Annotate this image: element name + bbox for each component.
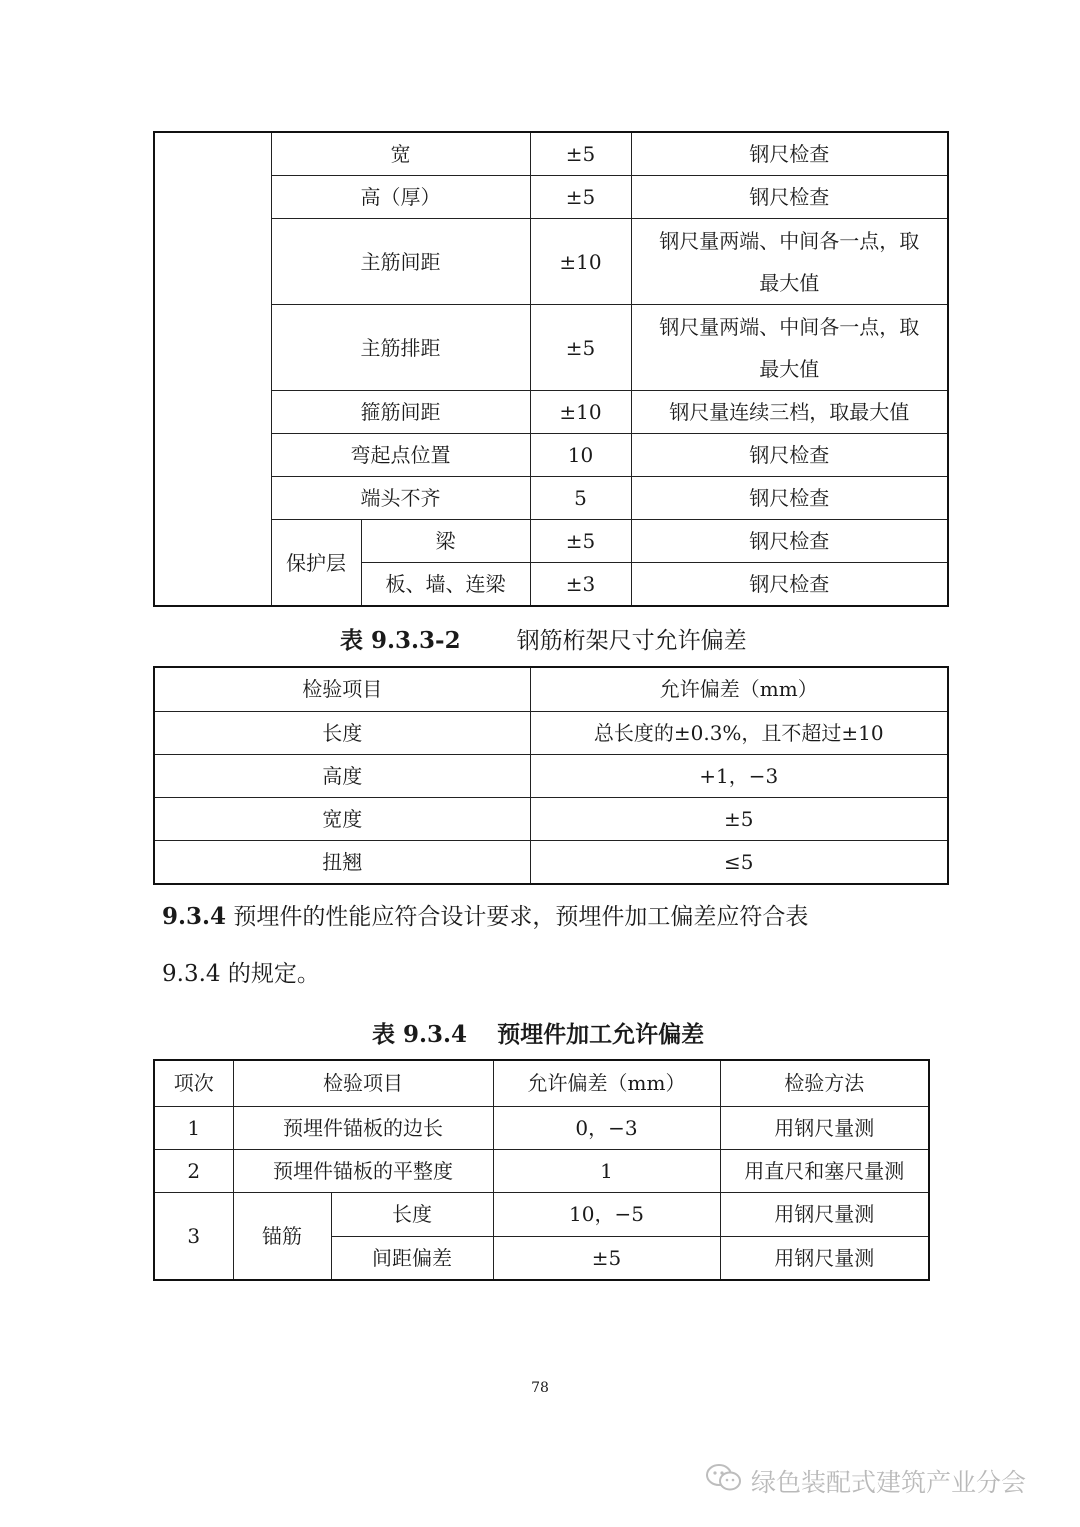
tolerance-cell: ≤5 <box>530 840 948 884</box>
item-cell: 长度 <box>154 711 530 754</box>
table-row <box>154 754 948 797</box>
method-cell: 钢尺检查 <box>631 434 948 477</box>
method-line: 最大值 <box>759 356 820 381</box>
method-line: 钢尺量两端、中间各一点，取 <box>659 314 920 339</box>
header-cell: 检验项目 <box>154 667 530 711</box>
method-cell: 钢尺检查 <box>631 176 948 219</box>
index-cell: 1 <box>154 1106 233 1149</box>
header-cell: 允许偏差（mm） <box>493 1060 720 1106</box>
method-cell <box>631 219 948 305</box>
table-header-row <box>154 667 948 711</box>
watermark <box>705 1462 1026 1500</box>
method-cell: 用钢尺量测 <box>720 1106 929 1149</box>
tolerance-cell: 10 <box>530 434 631 477</box>
method-cell: 钢尺检查 <box>631 132 948 176</box>
header-cell: 检验项目 <box>233 1060 493 1106</box>
method-line: 最大值 <box>759 270 820 295</box>
table-row <box>154 477 948 520</box>
item-cell: 预埋件锚板的边长 <box>233 1106 493 1149</box>
table-row <box>154 219 948 305</box>
tolerance-cell: 10，−5 <box>493 1192 720 1236</box>
header-cell: 项次 <box>154 1060 233 1106</box>
clause-number: 9.3.4 <box>162 903 227 930</box>
table-b-caption <box>340 622 747 655</box>
item-cell: 长度 <box>331 1192 493 1236</box>
item-cell: 宽度 <box>154 797 530 840</box>
group-cell-cover: 保护层 <box>271 520 361 607</box>
item-cell: 高度 <box>154 754 530 797</box>
table-row <box>154 391 948 434</box>
page-number: 78 <box>531 1380 549 1396</box>
item-cell: 板、墙、连梁 <box>361 563 530 607</box>
clause-paragraph-line2: 9.3.4 的规定。 <box>162 961 320 987</box>
table-row <box>154 132 948 176</box>
tolerance-cell: ±5 <box>530 520 631 563</box>
table-rebar-truss-tolerance <box>153 666 949 885</box>
method-cell: 用钢尺量测 <box>720 1192 929 1236</box>
caption-number: 表 9.3.3-2 <box>340 627 461 654</box>
item-cell: 端头不齐 <box>271 477 530 520</box>
table-embedded-part-tolerance <box>153 1059 930 1281</box>
index-cell: 3 <box>154 1192 233 1280</box>
header-cell: 允许偏差（mm） <box>530 667 948 711</box>
tolerance-cell: ±10 <box>530 219 631 305</box>
table-row <box>154 1192 929 1236</box>
tolerance-cell: ±5 <box>530 176 631 219</box>
item-cell: 宽 <box>271 132 530 176</box>
table-c-caption <box>372 1016 704 1049</box>
tolerance-cell: 1 <box>493 1149 720 1192</box>
method-cell: 用直尺和塞尺量测 <box>720 1149 929 1192</box>
item-cell: 梁 <box>361 520 530 563</box>
method-cell: 钢尺检查 <box>631 563 948 607</box>
table-row <box>154 797 948 840</box>
method-cell: 钢尺量连续三档，取最大值 <box>631 391 948 434</box>
watermark-text: 绿色装配式建筑产业分会 <box>751 1468 1027 1497</box>
tolerance-cell: 5 <box>530 477 631 520</box>
table-row <box>154 1106 929 1149</box>
table-rebar-cage-tolerance <box>153 131 949 607</box>
tolerance-cell: ±10 <box>530 391 631 434</box>
tolerance-cell: 0，−3 <box>493 1106 720 1149</box>
item-cell: 主筋排距 <box>271 305 530 391</box>
table-row <box>154 520 948 563</box>
caption-number: 表 9.3.4 <box>372 1021 468 1048</box>
table-row <box>154 176 948 219</box>
tolerance-cell: ±5 <box>530 305 631 391</box>
item-cell: 箍筋间距 <box>271 391 530 434</box>
wechat-icon <box>705 1462 743 1500</box>
clause-text: 预埋件的性能应符合设计要求，预埋件加工偏差应符合表 <box>233 904 809 930</box>
tolerance-cell: +1，−3 <box>530 754 948 797</box>
group-cell-anchor-bar: 锚筋 <box>233 1192 331 1280</box>
table-header-row <box>154 1060 929 1106</box>
item-cell: 间距偏差 <box>331 1236 493 1280</box>
blank-merged-cell <box>154 132 271 606</box>
method-cell: 钢尺检查 <box>631 520 948 563</box>
index-cell: 2 <box>154 1149 233 1192</box>
clause-paragraph-line1 <box>162 903 808 931</box>
table-row <box>154 1149 929 1192</box>
item-cell: 扭翘 <box>154 840 530 884</box>
table-row <box>154 305 948 391</box>
tolerance-cell: ±5 <box>493 1236 720 1280</box>
method-cell: 用钢尺量测 <box>720 1236 929 1280</box>
method-cell <box>631 305 948 391</box>
header-cell: 检验方法 <box>720 1060 929 1106</box>
table-row <box>154 434 948 477</box>
tolerance-cell: 总长度的±0.3%，且不超过±10 <box>530 711 948 754</box>
item-cell: 高（厚） <box>271 176 530 219</box>
item-cell: 预埋件锚板的平整度 <box>233 1149 493 1192</box>
method-cell: 钢尺检查 <box>631 477 948 520</box>
item-cell: 弯起点位置 <box>271 434 530 477</box>
caption-title: 预埋件加工允许偏差 <box>497 1021 705 1048</box>
tolerance-cell: ±5 <box>530 132 631 176</box>
table-row <box>154 711 948 754</box>
tolerance-cell: ±5 <box>530 797 948 840</box>
caption-title: 钢筋桁架尺寸允许偏差 <box>516 628 747 654</box>
method-line: 钢尺量两端、中间各一点，取 <box>659 228 920 253</box>
item-cell: 主筋间距 <box>271 219 530 305</box>
table-row <box>154 840 948 884</box>
tolerance-cell: ±3 <box>530 563 631 607</box>
